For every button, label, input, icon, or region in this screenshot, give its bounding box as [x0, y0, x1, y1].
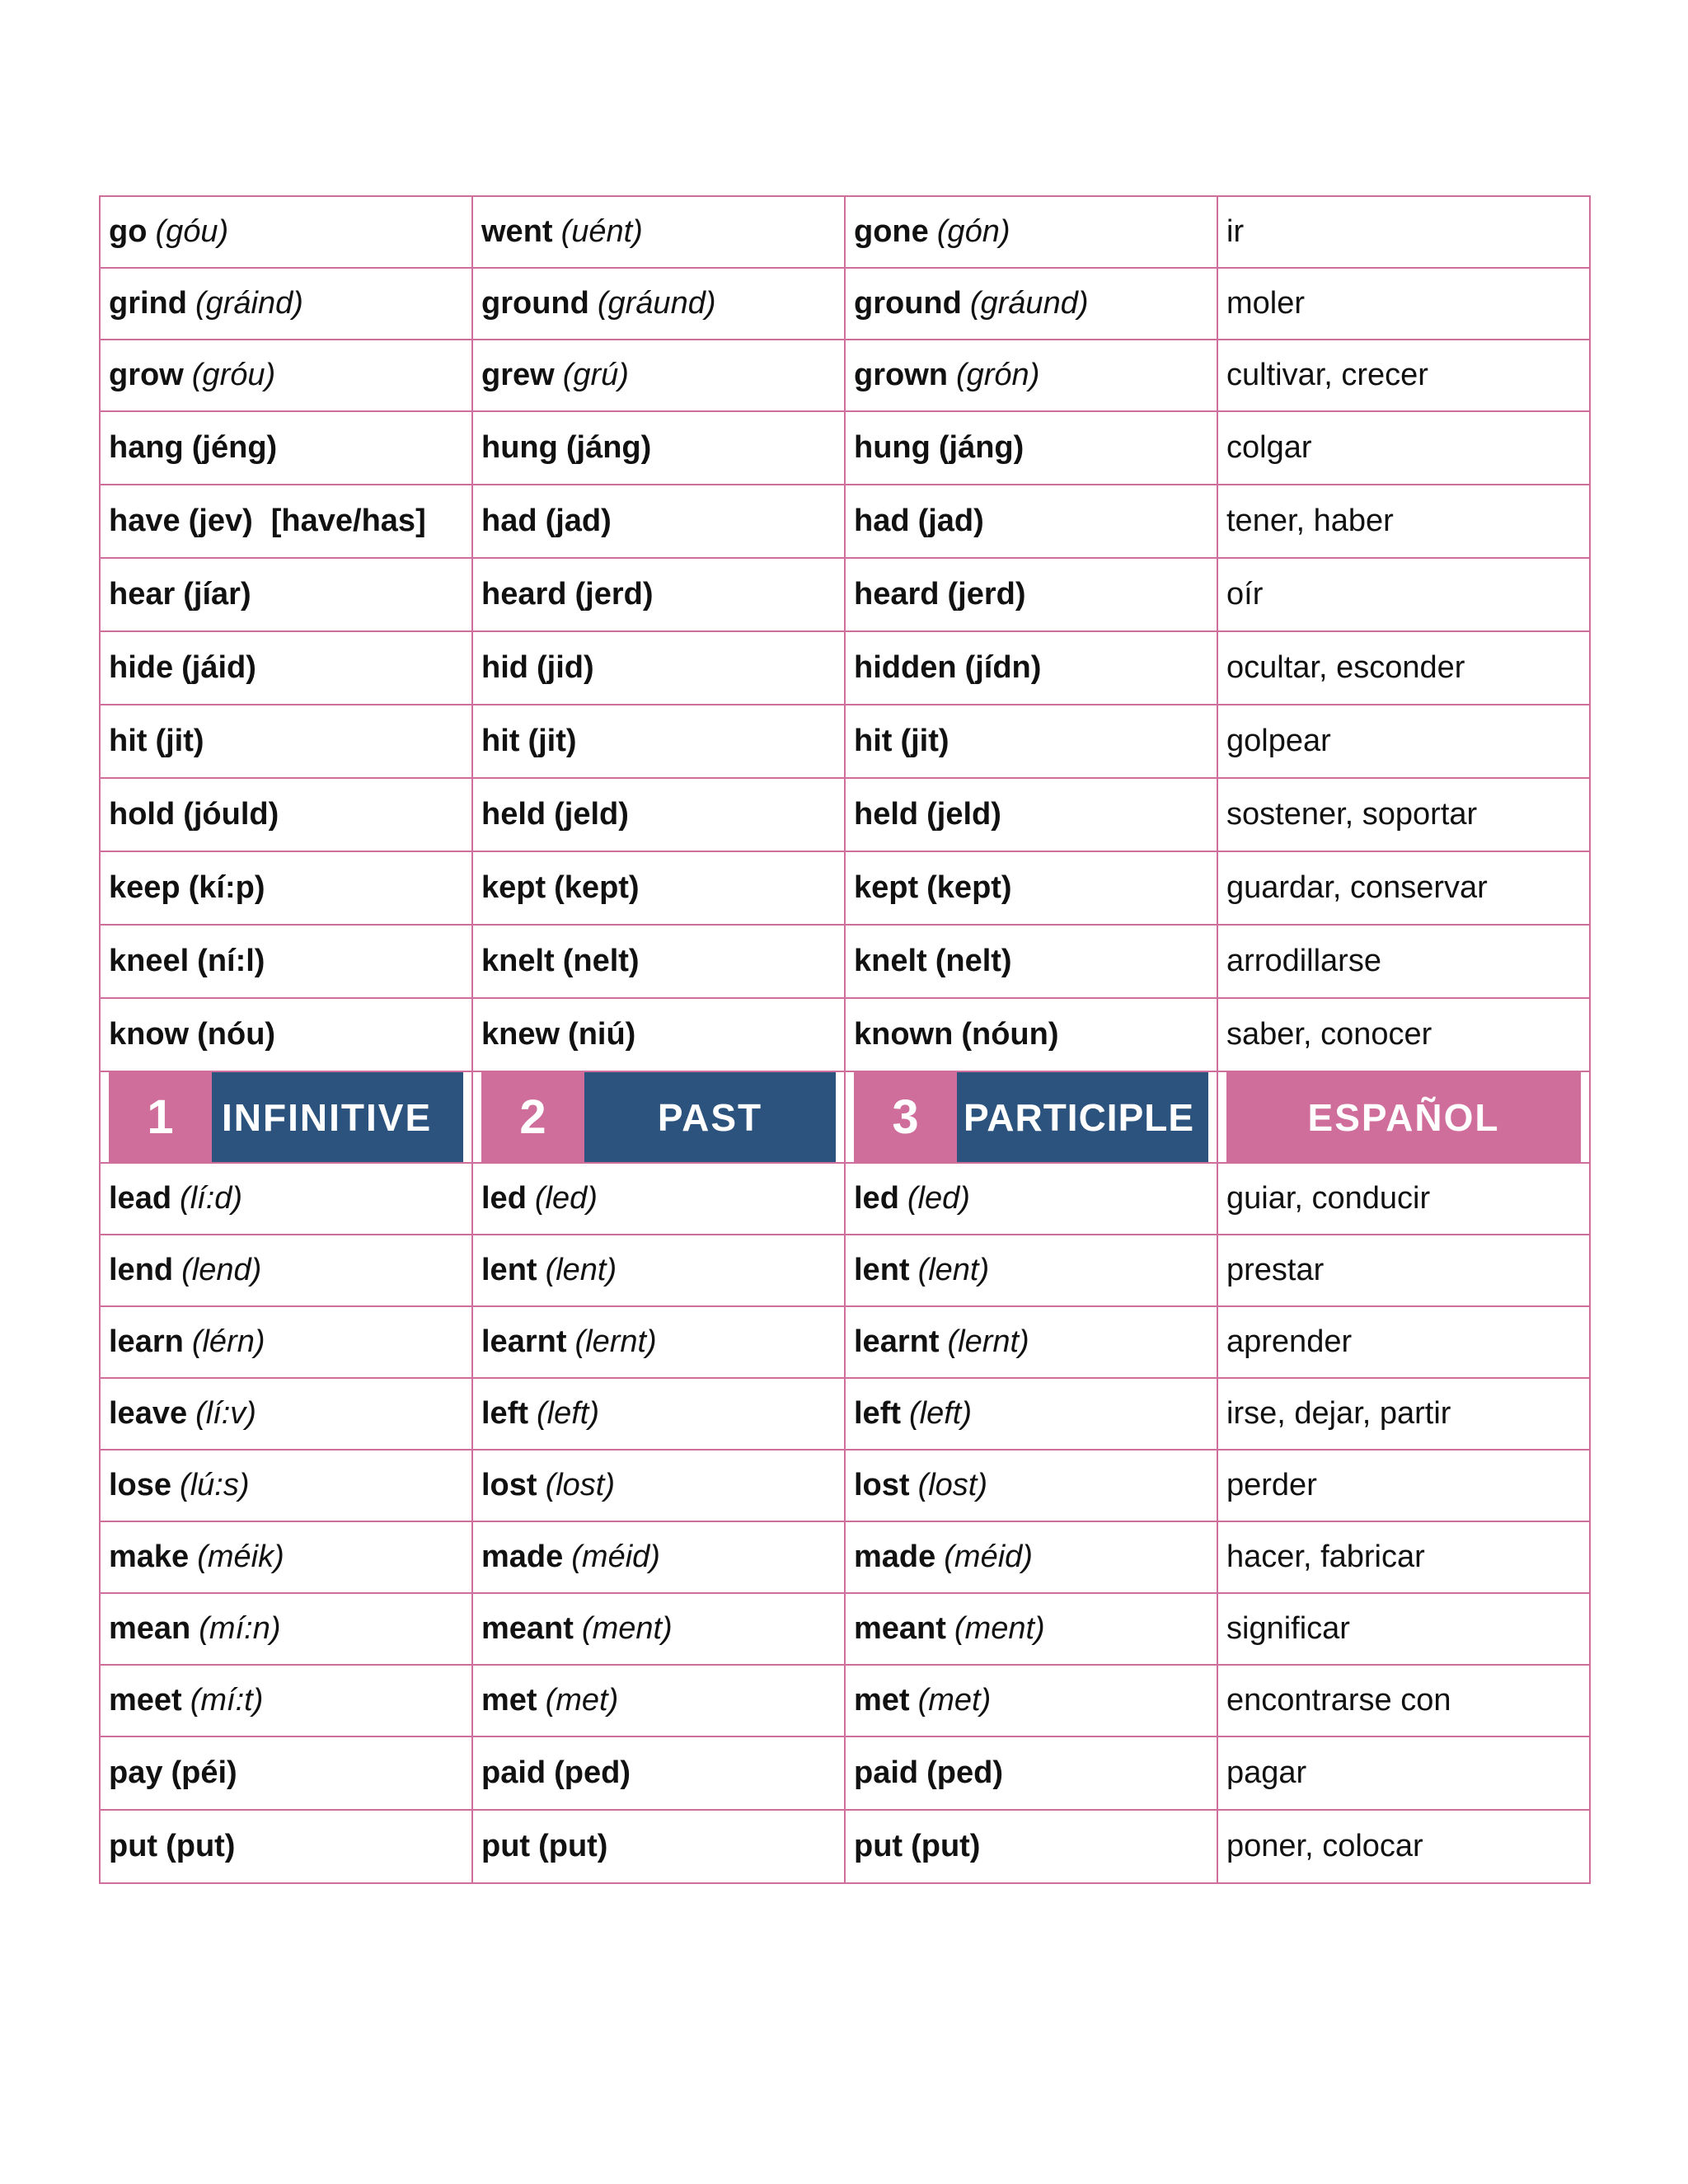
past-pronunciation: (led): [534, 1181, 598, 1216]
infinitive-pronunciation: (gróu): [191, 358, 276, 392]
infinitive-pronunciation: (góu): [155, 214, 229, 249]
participle-cell: [845, 1306, 1217, 1378]
past-cell: [472, 1163, 845, 1235]
infinitive-cell: [100, 998, 472, 1071]
participle-word: heard: [854, 577, 940, 612]
participle-word: lent: [854, 1253, 910, 1287]
participle-cell: [845, 558, 1217, 631]
participle-pronunciation: (put): [911, 1829, 981, 1863]
participle-word: held: [854, 797, 919, 832]
infinitive-word: keep: [109, 870, 181, 905]
participle-word: ground: [854, 286, 962, 321]
past-word: put: [481, 1829, 531, 1863]
table-row: [100, 778, 1590, 851]
header-espanol: [1217, 1071, 1590, 1163]
infinitive-cell: [100, 485, 472, 558]
past-cell: [472, 925, 845, 998]
participle-pronunciation: (jídn): [964, 650, 1042, 685]
past-word: learnt: [481, 1324, 567, 1359]
past-word: met: [481, 1683, 537, 1718]
past-word: paid: [481, 1755, 546, 1790]
participle-cell: [845, 1450, 1217, 1521]
participle-word: known: [854, 1017, 954, 1052]
past-cell: [472, 778, 845, 851]
past-cell: [472, 1235, 845, 1306]
header-label-past: PAST: [584, 1072, 836, 1162]
infinitive-cell: [100, 851, 472, 925]
participle-pronunciation: (led): [907, 1181, 970, 1216]
infinitive-cell: [100, 268, 472, 340]
spanish-cell: [1217, 998, 1590, 1071]
infinitive-cell: [100, 1736, 472, 1810]
infinitive-cell: [100, 1306, 472, 1378]
participle-cell: [845, 1521, 1217, 1593]
participle-cell: [845, 1235, 1217, 1306]
past-word: meant: [481, 1611, 574, 1646]
spanish-cell: [1217, 851, 1590, 925]
past-word: held: [481, 797, 546, 832]
participle-cell: [845, 1163, 1217, 1235]
infinitive-pronunciation: (lí:v): [195, 1396, 256, 1431]
spanish-cell: [1217, 778, 1590, 851]
participle-word: learnt: [854, 1324, 940, 1359]
header-participle: [845, 1071, 1217, 1163]
spanish-translation: cultivar, crecer: [1226, 358, 1428, 392]
spanish-cell: [1217, 340, 1590, 411]
infinitive-word: hear: [109, 577, 176, 612]
spanish-cell: [1217, 1306, 1590, 1378]
past-cell: [472, 340, 845, 411]
infinitive-pronunciation: (jéng): [191, 430, 278, 465]
infinitive-pronunciation: (mí:n): [199, 1611, 281, 1646]
past-pronunciation: (uént): [560, 214, 643, 249]
infinitive-word: grow: [109, 358, 184, 392]
infinitive-word: learn: [109, 1324, 184, 1359]
table-row: [100, 485, 1590, 558]
table-row: [100, 340, 1590, 411]
spanish-cell: [1217, 1593, 1590, 1665]
past-word: kept: [481, 870, 546, 905]
participle-word: hung: [854, 430, 931, 465]
spanish-translation: pagar: [1226, 1755, 1307, 1790]
past-pronunciation: (left): [537, 1396, 599, 1431]
participle-word: hidden: [854, 650, 957, 685]
participle-pronunciation: (nelt): [935, 944, 1012, 978]
table-body-bottom: [100, 1163, 1590, 1883]
spanish-translation: poner, colocar: [1226, 1829, 1423, 1863]
spanish-cell: [1217, 1235, 1590, 1306]
infinitive-pronunciation: (méik): [197, 1540, 284, 1574]
infinitive-cell: [100, 411, 472, 485]
infinitive-word: meet: [109, 1683, 182, 1718]
infinitive-forms-note: [have/has]: [270, 504, 426, 538]
past-word: heard: [481, 577, 567, 612]
participle-pronunciation: (gráund): [969, 286, 1089, 321]
spanish-translation: significar: [1226, 1611, 1350, 1646]
past-pronunciation: (jerd): [574, 577, 654, 612]
spanish-cell: [1217, 1163, 1590, 1235]
past-word: hit: [481, 724, 520, 758]
table-header: [100, 1071, 1590, 1163]
table-row: [100, 558, 1590, 631]
participle-pronunciation: (lent): [917, 1253, 990, 1287]
past-cell: [472, 1810, 845, 1883]
participle-word: put: [854, 1829, 903, 1863]
participle-word: had: [854, 504, 910, 538]
participle-cell: [845, 1810, 1217, 1883]
spanish-translation: prestar: [1226, 1253, 1325, 1287]
spanish-cell: [1217, 485, 1590, 558]
participle-cell: [845, 1665, 1217, 1736]
table-row: [100, 1665, 1590, 1736]
participle-pronunciation: (jáng): [938, 430, 1025, 465]
participle-pronunciation: (jeld): [926, 797, 1001, 832]
participle-pronunciation: (lernt): [947, 1324, 1029, 1359]
participle-cell: [845, 411, 1217, 485]
past-pronunciation: (ment): [581, 1611, 673, 1646]
past-cell: [472, 558, 845, 631]
infinitive-pronunciation: (jíar): [183, 577, 251, 612]
infinitive-pronunciation: (gráind): [195, 286, 303, 321]
spanish-cell: [1217, 268, 1590, 340]
participle-cell: [845, 196, 1217, 268]
infinitive-word: hit: [109, 724, 148, 758]
past-cell: [472, 268, 845, 340]
participle-word: hit: [854, 724, 893, 758]
infinitive-pronunciation: (lú:s): [180, 1468, 250, 1502]
participle-pronunciation: (nóun): [961, 1017, 1059, 1052]
past-pronunciation: (jeld): [554, 797, 629, 832]
table-row: [100, 268, 1590, 340]
infinitive-word: mean: [109, 1611, 191, 1646]
participle-pronunciation: (jad): [917, 504, 984, 538]
table-row: [100, 998, 1590, 1071]
infinitive-cell: [100, 1450, 472, 1521]
participle-word: kept: [854, 870, 919, 905]
infinitive-word: hold: [109, 797, 176, 832]
participle-pronunciation: (jit): [900, 724, 950, 758]
infinitive-pronunciation: (lí:d): [180, 1181, 243, 1216]
spanish-cell: [1217, 411, 1590, 485]
participle-word: left: [854, 1396, 901, 1431]
infinitive-cell: [100, 631, 472, 705]
participle-word: met: [854, 1683, 910, 1718]
infinitive-cell: [100, 1810, 472, 1883]
past-pronunciation: (gráund): [597, 286, 716, 321]
past-word: grew: [481, 358, 555, 392]
participle-pronunciation: (jerd): [947, 577, 1026, 612]
past-pronunciation: (nelt): [562, 944, 640, 978]
header-infinitive: [100, 1071, 472, 1163]
spanish-translation: tener, haber: [1226, 504, 1394, 538]
participle-cell: [845, 998, 1217, 1071]
spanish-translation: moler: [1226, 286, 1306, 321]
spanish-cell: [1217, 1521, 1590, 1593]
participle-word: lost: [854, 1468, 910, 1502]
participle-word: grown: [854, 358, 948, 392]
spanish-translation: colgar: [1226, 430, 1312, 465]
past-pronunciation: (jid): [536, 650, 594, 685]
infinitive-word: make: [109, 1540, 190, 1574]
spanish-cell: [1217, 925, 1590, 998]
past-word: left: [481, 1396, 528, 1431]
spanish-cell: [1217, 705, 1590, 778]
infinitive-word: pay: [109, 1755, 163, 1790]
infinitive-cell: [100, 1593, 472, 1665]
header-number-3: 3: [854, 1072, 957, 1162]
header-label-espanol: ESPAÑOL: [1226, 1072, 1581, 1162]
past-word: ground: [481, 286, 589, 321]
past-cell: [472, 1593, 845, 1665]
past-cell: [472, 411, 845, 485]
infinitive-cell: [100, 1521, 472, 1593]
participle-word: gone: [854, 214, 929, 249]
past-cell: [472, 1306, 845, 1378]
spanish-cell: [1217, 1736, 1590, 1810]
past-cell: [472, 1521, 845, 1593]
participle-pronunciation: (gón): [936, 214, 1010, 249]
infinitive-pronunciation: (jit): [155, 724, 204, 758]
participle-pronunciation: (met): [917, 1683, 992, 1718]
past-cell: [472, 631, 845, 705]
header-label-participle: PARTICIPLE: [957, 1072, 1208, 1162]
table-row: [100, 1593, 1590, 1665]
table-row: [100, 705, 1590, 778]
table-row: [100, 1450, 1590, 1521]
spanish-translation: arrodillarse: [1226, 944, 1381, 978]
spanish-cell: [1217, 1450, 1590, 1521]
spanish-translation: saber, conocer: [1226, 1017, 1432, 1052]
table-row: [100, 1810, 1590, 1883]
past-pronunciation: (ped): [554, 1755, 631, 1790]
infinitive-cell: [100, 1235, 472, 1306]
past-cell: [472, 1450, 845, 1521]
participle-cell: [845, 851, 1217, 925]
past-cell: [472, 1665, 845, 1736]
infinitive-word: hide: [109, 650, 174, 685]
header-past: [472, 1071, 845, 1163]
infinitive-word: lead: [109, 1181, 172, 1216]
participle-pronunciation: (méid): [944, 1540, 1033, 1574]
participle-cell: [845, 631, 1217, 705]
infinitive-cell: [100, 340, 472, 411]
past-word: made: [481, 1540, 564, 1574]
past-cell: [472, 851, 845, 925]
participle-word: paid: [854, 1755, 919, 1790]
table-row: [100, 1306, 1590, 1378]
past-cell: [472, 998, 845, 1071]
participle-word: led: [854, 1181, 899, 1216]
participle-pronunciation: (lost): [917, 1468, 988, 1502]
spanish-translation: oír: [1226, 577, 1264, 612]
past-cell: [472, 1736, 845, 1810]
infinitive-cell: [100, 1163, 472, 1235]
infinitive-word: lend: [109, 1253, 174, 1287]
participle-word: meant: [854, 1611, 946, 1646]
infinitive-pronunciation: (jáid): [181, 650, 256, 685]
header-label-infinitive: INFINITIVE: [212, 1072, 463, 1162]
infinitive-cell: [100, 1665, 472, 1736]
past-pronunciation: (grú): [562, 358, 629, 392]
infinitive-pronunciation: (péi): [171, 1755, 237, 1790]
participle-pronunciation: (ped): [926, 1755, 1003, 1790]
spanish-cell: [1217, 1378, 1590, 1450]
participle-pronunciation: (kept): [926, 870, 1012, 905]
table-row: [100, 196, 1590, 268]
spanish-translation: irse, dejar, partir: [1226, 1396, 1451, 1431]
infinitive-word: hang: [109, 430, 184, 465]
infinitive-word: leave: [109, 1396, 188, 1431]
past-word: lent: [481, 1253, 537, 1287]
infinitive-cell: [100, 705, 472, 778]
infinitive-pronunciation: (lérn): [191, 1324, 265, 1359]
spanish-translation: golpear: [1226, 724, 1331, 758]
table-row: [100, 1378, 1590, 1450]
infinitive-cell: [100, 1378, 472, 1450]
table-row: [100, 411, 1590, 485]
past-word: lost: [481, 1468, 537, 1502]
past-pronunciation: (méid): [571, 1540, 660, 1574]
infinitive-word: kneel: [109, 944, 190, 978]
participle-cell: [845, 1378, 1217, 1450]
spanish-translation: perder: [1226, 1468, 1317, 1502]
past-word: went: [481, 214, 553, 249]
past-word: had: [481, 504, 537, 538]
spanish-translation: hacer, fabricar: [1226, 1540, 1425, 1574]
infinitive-pronunciation: (kí:p): [188, 870, 265, 905]
past-word: knelt: [481, 944, 555, 978]
participle-pronunciation: (left): [909, 1396, 972, 1431]
table-row: [100, 1521, 1590, 1593]
header-number-1: 1: [109, 1072, 212, 1162]
table-body-top: [100, 196, 1590, 1071]
past-word: led: [481, 1181, 527, 1216]
spanish-translation: ir: [1226, 214, 1245, 249]
past-pronunciation: (jáng): [565, 430, 652, 465]
table-row: [100, 1736, 1590, 1810]
spanish-cell: [1217, 631, 1590, 705]
infinitive-cell: [100, 558, 472, 631]
infinitive-pronunciation: (mí:t): [190, 1683, 264, 1718]
verb-table: [99, 195, 1591, 1884]
past-pronunciation: (jad): [545, 504, 612, 538]
table-row: [100, 1235, 1590, 1306]
table-row: [100, 925, 1590, 998]
past-pronunciation: (kept): [554, 870, 640, 905]
past-pronunciation: (lent): [545, 1253, 617, 1287]
infinitive-word: have: [109, 504, 181, 538]
participle-cell: [845, 705, 1217, 778]
participle-cell: [845, 268, 1217, 340]
spanish-translation: encontrarse con: [1226, 1683, 1451, 1718]
past-pronunciation: (put): [538, 1829, 608, 1863]
infinitive-word: put: [109, 1829, 158, 1863]
infinitive-word: know: [109, 1017, 190, 1052]
past-word: hung: [481, 430, 558, 465]
infinitive-pronunciation: (ní:l): [197, 944, 265, 978]
past-pronunciation: (lernt): [574, 1324, 657, 1359]
infinitive-cell: [100, 196, 472, 268]
spanish-cell: [1217, 1810, 1590, 1883]
spanish-translation: sostener, soportar: [1226, 797, 1478, 832]
participle-cell: [845, 485, 1217, 558]
header-row: [100, 1071, 1590, 1163]
past-word: knew: [481, 1017, 560, 1052]
past-pronunciation: (met): [545, 1683, 619, 1718]
participle-word: knelt: [854, 944, 927, 978]
past-cell: [472, 485, 845, 558]
infinitive-pronunciation: (lend): [181, 1253, 262, 1287]
infinitive-word: go: [109, 214, 148, 249]
participle-cell: [845, 1593, 1217, 1665]
table-row: [100, 851, 1590, 925]
infinitive-cell: [100, 925, 472, 998]
header-number-2: 2: [481, 1072, 584, 1162]
infinitive-pronunciation: (jóuld): [183, 797, 279, 832]
table-row: [100, 631, 1590, 705]
past-cell: [472, 196, 845, 268]
past-pronunciation: (niú): [568, 1017, 636, 1052]
infinitive-word: lose: [109, 1468, 172, 1502]
participle-cell: [845, 1736, 1217, 1810]
spanish-translation: ocultar, esconder: [1226, 650, 1465, 685]
participle-cell: [845, 340, 1217, 411]
spanish-cell: [1217, 558, 1590, 631]
past-cell: [472, 705, 845, 778]
spanish-cell: [1217, 1665, 1590, 1736]
spanish-translation: guardar, conservar: [1226, 870, 1488, 905]
participle-cell: [845, 778, 1217, 851]
participle-pronunciation: (grón): [955, 358, 1040, 392]
past-word: hid: [481, 650, 528, 685]
spanish-translation: guiar, conducir: [1226, 1181, 1431, 1216]
participle-cell: [845, 925, 1217, 998]
infinitive-pronunciation: (put): [166, 1829, 236, 1863]
infinitive-pronunciation: (nóu): [197, 1017, 276, 1052]
infinitive-pronunciation: (jev): [188, 504, 253, 538]
participle-word: made: [854, 1540, 936, 1574]
table-row: [100, 1163, 1590, 1235]
spanish-cell: [1217, 196, 1590, 268]
participle-pronunciation: (ment): [954, 1611, 1045, 1646]
spanish-translation: aprender: [1226, 1324, 1353, 1359]
past-cell: [472, 1378, 845, 1450]
past-pronunciation: (lost): [545, 1468, 616, 1502]
infinitive-word: grind: [109, 286, 187, 321]
past-pronunciation: (jit): [528, 724, 577, 758]
infinitive-cell: [100, 778, 472, 851]
